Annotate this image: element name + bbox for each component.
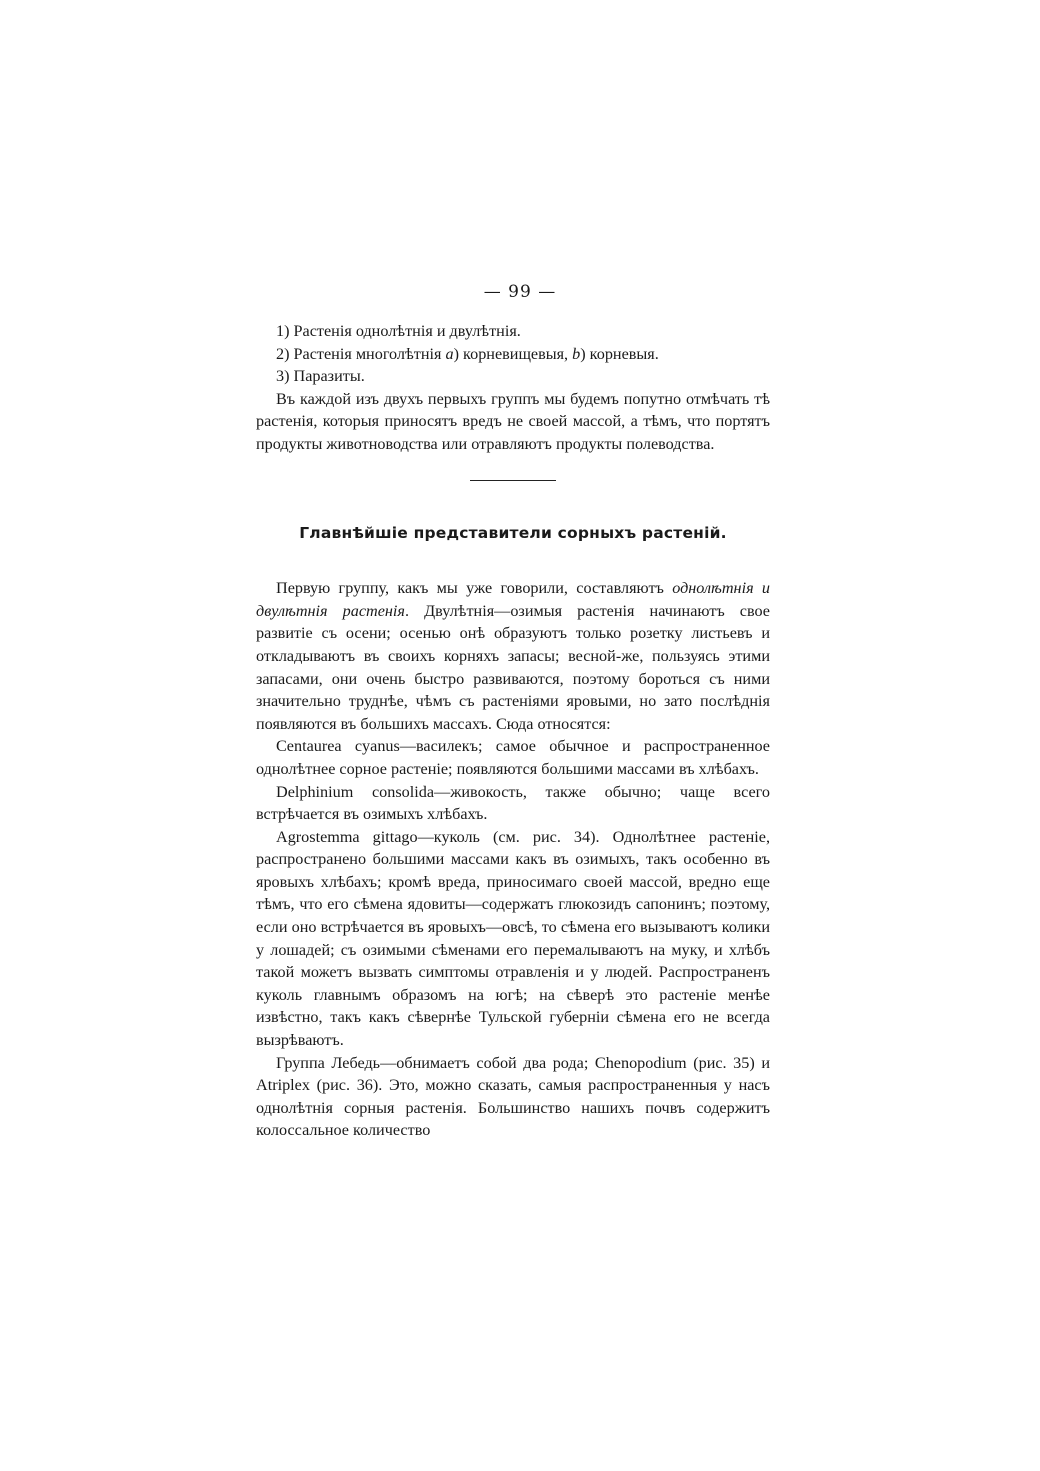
paragraph-agrostemma: Agrostemma gittago—куколь (см. рис. 34). Однолѣтнее растеніе, распространено большими массами какъ въ озимыхъ, такъ особенно въ яровыхъ хлѣбахъ; кромѣ вреда, приносимаго своей массой, вредно еще тѣмъ, что его сѣмена ядовиты—содержатъ глюкозидъ сапонинъ; поэтому, если оно встрѣчается въ яровыхъ—овсѣ, то сѣмена его вызываютъ колики у лошадей; съ озимыми сѣменами его перемалываютъ на муку, и хлѣбъ такой можетъ вызвать симптомы отравленія и у людей. Распространенъ куколь главнымъ образомъ на югѣ; на сѣверѣ это растеніе менѣе извѣстно, такъ какъ сѣвернѣе Тульской губерніи сѣмена его не всегда вызрѣваютъ. bbox=[256, 827, 770, 1050]
paragraph-1-lead: Первую группу, какъ мы уже говорили, составляютъ bbox=[276, 579, 673, 598]
list-item-2-text: 2) Растенія многолѣтнія bbox=[276, 344, 446, 363]
paragraph-1 bbox=[256, 577, 770, 735]
page-body bbox=[256, 320, 770, 1142]
paragraph-delphinium: Delphinium consolida—живокость, также обычно; чаще всего встрѣчается въ озимыхъ хлѣбахъ. bbox=[256, 782, 770, 824]
list-item-1: 1) Растенія однолѣтнія и двулѣтнія. bbox=[276, 322, 521, 340]
paragraph-centaurea: Centaurea cyanus—василекъ; самое обычное и распространенное однолѣтнее сорное растеніе; появляются большими массами въ хлѣбахъ. bbox=[256, 737, 770, 778]
list-item-2-a: a bbox=[445, 344, 454, 363]
paragraph-1-rest: . Двулѣтнія—озимыя растенія начинаютъ свое развитіе съ осени; осенью онѣ образуютъ только розетку листьевъ и откладываютъ въ своихъ корняхъ запасы; весной-же, пользуясь этими запасами, они очень быстро развиваются, поэтому бороться съ ними значительно труднѣе, чѣмъ съ растеніями яровыми, но зато послѣднія появляются въ большихъ массахъ. Сюда относятся: bbox=[256, 601, 770, 733]
section-divider bbox=[470, 480, 556, 481]
paragraph-lebed: Группа Лебедь—обнимаетъ собой два рода; Chenopodium (рис. 35) и Atriplex (рис. 36). Это, можно сказать, самыя распространенныя у насъ однолѣтнія сорныя растенія. Большинство нашихъ почвъ содержитъ колоссальное количество bbox=[256, 1053, 770, 1140]
list-item-2-b: b bbox=[572, 344, 581, 363]
intro-paragraph: Въ каждой изъ двухъ первыхъ группъ мы будемъ попутно отмѣчать тѣ растенія, которыя приносятъ вредъ не своей массой, а тѣмъ, что портятъ продукты животноводства или отравляютъ продукты полеводства. bbox=[256, 389, 770, 453]
page-number: — 99 — bbox=[483, 282, 557, 302]
list-item-3: 3) Паразиты. bbox=[276, 367, 365, 386]
list-item-2 bbox=[256, 343, 770, 366]
list-item-2-post: ) корневыя. bbox=[580, 344, 659, 363]
list-item-2-mid: ) корневищевыя, bbox=[453, 344, 573, 363]
paragraph-1-italic: однолѣтнія и двулѣтнія растенія bbox=[256, 579, 770, 620]
section-heading: Главнѣйшіе представители сорныхъ растеній. bbox=[299, 523, 727, 542]
